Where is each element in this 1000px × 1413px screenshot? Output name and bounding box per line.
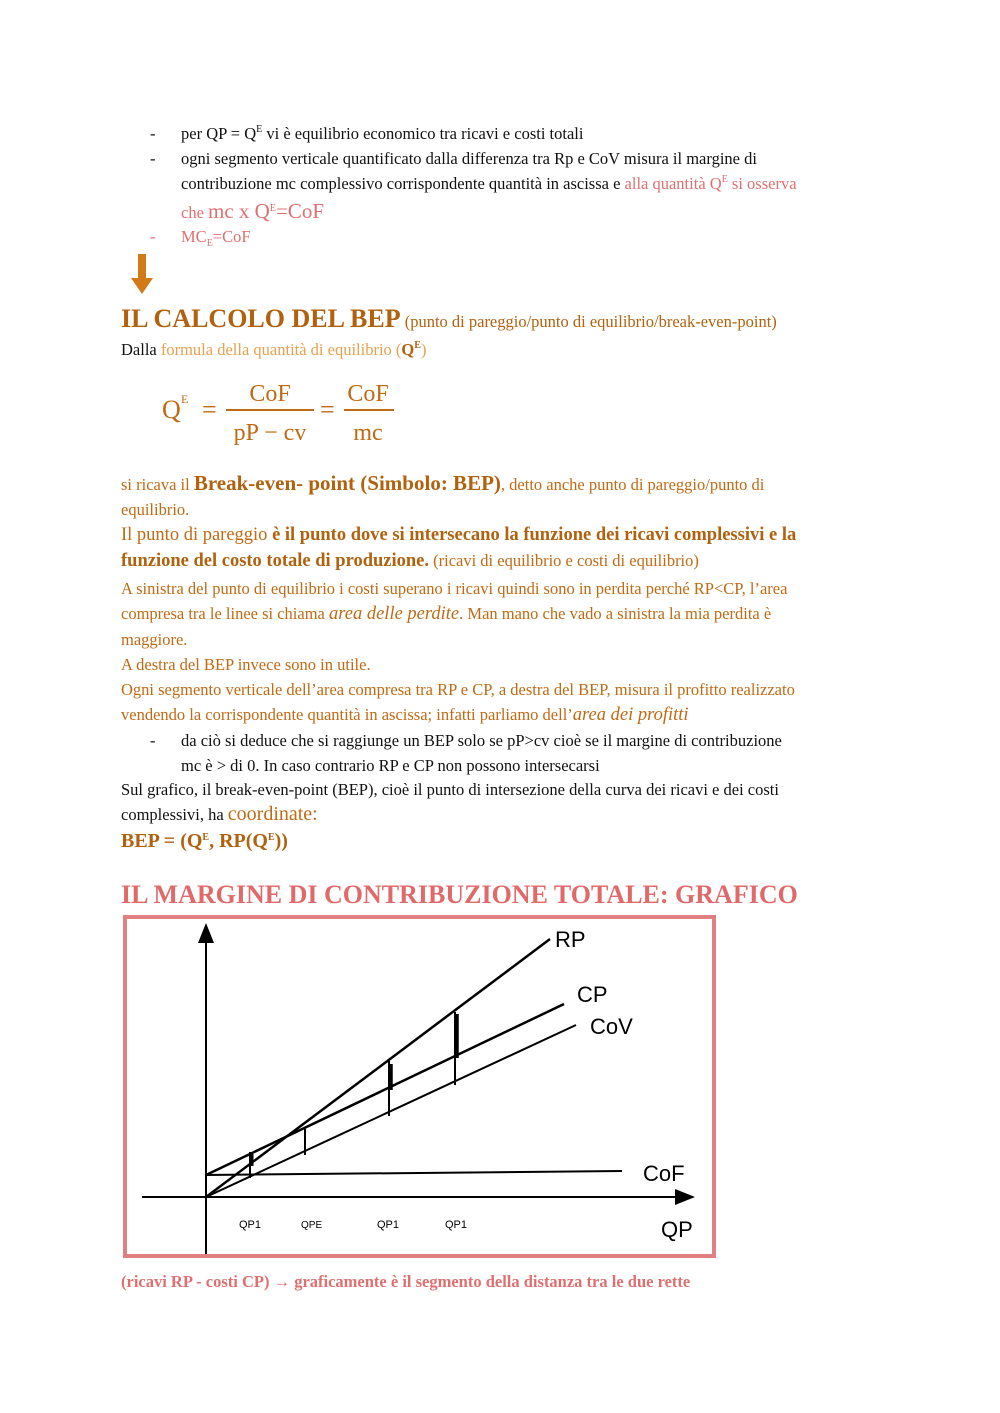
formula-eq1: = <box>202 395 217 424</box>
line-rp <box>206 939 550 1197</box>
formula-intro: Dalla formula della quantità di equilibrio $(Q^E)$ <box>121 340 427 359</box>
formula-q: Q <box>162 395 181 424</box>
label-rp: RP <box>555 927 586 952</box>
label-x-axis: QP <box>661 1217 693 1242</box>
paragraph-utile: A destra del BEP invece sono in utile. <box>121 655 371 674</box>
paragraph-coordinate: Sul grafico, il break-even-point (BEP), cioè il punto di intersezione della curva dei ricavi e dei costi complessivi, ha coordinate: <box>121 780 779 825</box>
formula-num1: CoF <box>249 381 291 407</box>
arrow-down-icon <box>131 254 153 294</box>
tick-qp1-c: QP1 <box>445 1219 468 1231</box>
label-cp: CP <box>577 982 608 1007</box>
formula-den2: mc <box>353 420 383 446</box>
section-title: IL MARGINE DI CONTRIBUZIONE TOTALE: GRAFICO <box>121 880 798 909</box>
bullet-dash: - <box>150 731 156 750</box>
section-heading-bep <box>121 303 891 338</box>
section-subtitle: (punto di pareggio/punto di equilibrio/break-even-point) <box>404 312 777 331</box>
bep-coordinates: BEP = ($Q^E$, $RP(Q^E)$) <box>121 830 288 852</box>
formula-q-sup: E <box>181 392 189 406</box>
formula-eq2: = <box>320 395 335 424</box>
formula-qe <box>160 376 400 450</box>
section-heading-margine <box>121 879 891 914</box>
bullet-dash: - <box>150 227 156 246</box>
label-cov: CoV <box>590 1014 633 1039</box>
bullet-dash: - <box>150 149 156 168</box>
paragraph-punto-pareggio: Il punto di pareggio è il punto dove si intersecano la funzione dei ricavi complessivi e la funzione del costo totale di produzione. (ricavi di equilibrio e costi di equilibrio) <box>121 525 797 571</box>
paragraph-bep-def: si ricava il Break-even- point (Simbolo: BEP), detto anche punto di pareggio/punto di equilibrio. <box>121 471 765 519</box>
bullet-text: per QP = $Q^E$ vi è equilibrio economico tra ricavi e costi totali <box>181 124 584 143</box>
tick-qp1-b: QP1 <box>377 1219 400 1231</box>
label-cof: CoF <box>643 1161 685 1186</box>
section-title: IL CALCOLO DEL BEP <box>121 304 401 333</box>
chart-frame <box>123 915 716 1258</box>
tick-qp1-a: QP1 <box>239 1219 262 1231</box>
formula-den1: pP − cv <box>233 420 307 446</box>
bullet-dash: - <box>150 124 156 143</box>
bullet-text: $MC_E=CoF$ <box>181 227 251 249</box>
formula-num2: CoF <box>347 381 389 407</box>
tick-qpe: QPE <box>301 1220 323 1231</box>
bullet-text: ogni segmento verticale quantificato dalla differenza tra Rp e CoV misura il margine di contribuzione mc complessivo corrispondente quantità in ascissa e alla quantità $Q^E$ si osserva che mc x $Q^E=CoF$ <box>181 149 797 223</box>
line-cof <box>206 1171 622 1175</box>
break-even-chart <box>127 919 712 1254</box>
paragraph-area-perdite: A sinistra del punto di equilibrio i costi superano i ricavi quindi sono in perdita perché RP<CP, l’area compresa tra le linee si chiama area delle perdite. Man mano che vado a sinistra la mia perdita è maggiore. <box>121 579 788 649</box>
paragraph-area-profitti: Ogni segmento verticale dell’area compresa tra RP e CP, a destra del BEP, misura il profitto realizzato vendendo la corrispondente quantità in ascissa; infatti parliamo dell’area dei profitti <box>121 680 795 725</box>
line-cp <box>206 1004 564 1175</box>
bullet-text: da ciò si deduce che si raggiunge un BEP solo se pP>cv cioè se il margine di contribuzione mc è > di 0. In caso contrario RP e CP non possono intersecarsi <box>181 731 782 775</box>
chart-caption: (ricavi RP - costi CP) → graficamente è il segmento della distanza tra le due rette <box>121 1272 691 1291</box>
